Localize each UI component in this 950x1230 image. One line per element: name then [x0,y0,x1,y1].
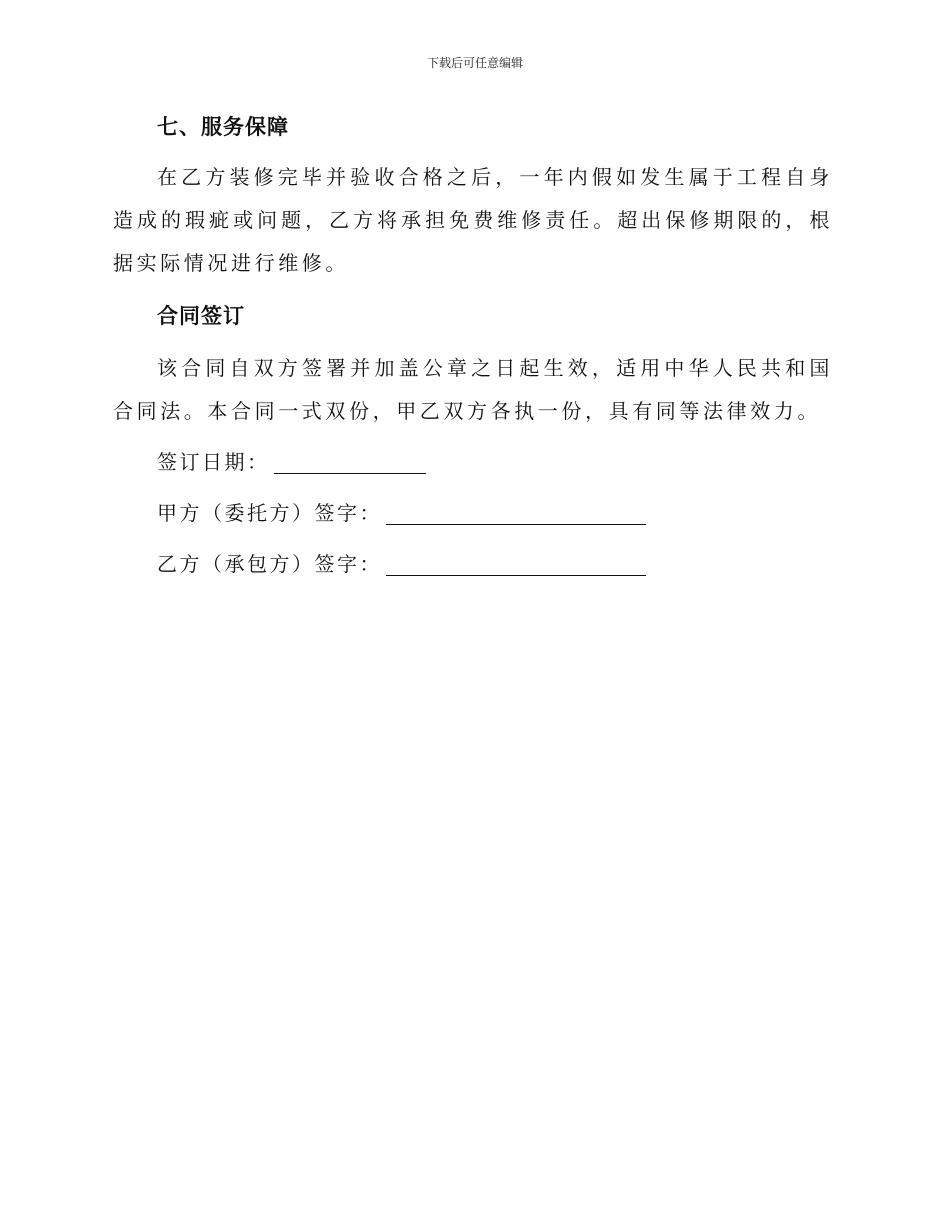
party-b-signature-line [113,543,833,586]
section-title-signing: 合同签订 [157,303,245,328]
party-b-signature-blank [386,553,646,576]
party-a-signature-line [113,492,833,535]
signing-paragraph: 该合同自双方签署并加盖公章之日起生效，适用中华人民共和国合同法。本合同一式双份，甲乙双方各执一份，具有同等法律效力。 [113,356,833,423]
section-title-service: 七、服务保障 [157,114,289,139]
header-note: 下载后可任意编辑 [426,56,523,70]
party-b-signature-label: 乙方（承包方）签字： [157,552,382,576]
service-paragraph: 在乙方装修完毕并验收合格之后，一年内假如发生属于工程自身造成的瑕疵或问题，乙方将承担免费维修责任。超出保修期限的，根据实际情况进行维修。 [113,165,833,275]
document-body [113,112,833,586]
signing-date-blank [274,451,426,474]
party-a-signature-blank [386,502,646,525]
signing-date-line [113,441,833,484]
signing-date-label: 签订日期： [157,450,270,474]
party-a-signature-label: 甲方（委托方）签字： [157,501,382,525]
